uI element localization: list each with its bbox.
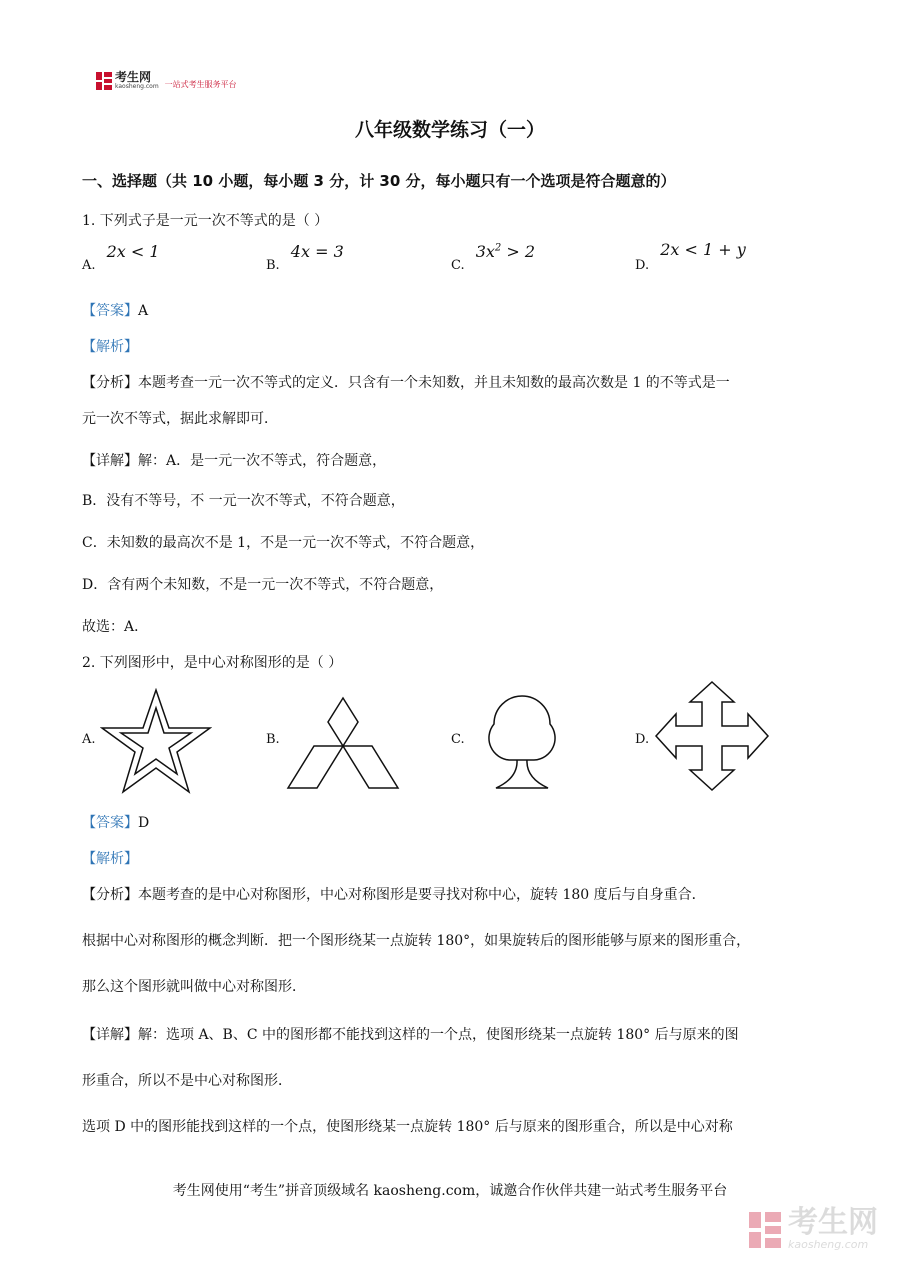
option-expr: 4x = 3 bbox=[290, 242, 344, 261]
answer-tag: 【答案】 bbox=[82, 303, 138, 319]
q2-fenxi-2: 根据中心对称图形的概念判断．把一个图形绕某一点旋转 180°，如果旋转后的图形能够与原来的图形重合， bbox=[82, 933, 751, 949]
watermark bbox=[748, 1205, 878, 1251]
watermark-name: 考生网 bbox=[788, 1205, 878, 1240]
answer-value: D bbox=[138, 815, 150, 831]
q2-option-b-label: B. bbox=[266, 732, 280, 747]
header-logo bbox=[96, 72, 237, 90]
fenxi-text: 本题考查一元一次不等式的定义．只含有一个未知数，并且未知数的最高次数是 1 的不等式是一 bbox=[138, 375, 730, 391]
option-label: C. bbox=[451, 258, 465, 273]
brand-name: 考生网 bbox=[115, 70, 152, 84]
q2-detail-2: 形重合，所以不是中心对称图形． bbox=[82, 1073, 292, 1089]
q2-option-d-label: D. bbox=[635, 732, 650, 747]
watermark-domain: kaosheng.com bbox=[788, 1238, 869, 1251]
q1-option-c bbox=[451, 242, 536, 273]
q1-detail-a bbox=[82, 450, 386, 470]
answer-value: A bbox=[138, 303, 149, 319]
q2-option-a-label: A. bbox=[82, 732, 96, 747]
q1-fenxi-1 bbox=[82, 372, 730, 392]
brand-domain: kaosheng.com bbox=[115, 83, 159, 90]
option-label: A. bbox=[82, 258, 96, 273]
page-title: 八年级数学练习（一） bbox=[354, 119, 545, 141]
q2-fenxi-3: 那么这个图形就叫做中心对称图形． bbox=[82, 979, 306, 995]
q2-detail-3: 选项 D 中的图形能找到这样的一个点，使图形绕某一点旋转 180° 后与原来的图形重合，所以是中心对称 bbox=[82, 1119, 733, 1135]
q1-stem: 1. 下列式子是一元一次不等式的是（ ） bbox=[82, 213, 329, 229]
detail-tag: 【详解】 bbox=[82, 1027, 138, 1043]
star-figure bbox=[100, 688, 212, 794]
q2-answer bbox=[82, 812, 149, 832]
q1-analysis-tag: 【解析】 bbox=[82, 339, 138, 355]
q1-conclusion: 故选：A． bbox=[82, 619, 149, 635]
fenxi-tag: 【分析】 bbox=[82, 375, 138, 391]
q1-detail-d: D．含有两个未知数，不是一元一次不等式，不符合题意， bbox=[82, 577, 444, 593]
brand-slogan: 一站式考生服务平台 bbox=[164, 79, 237, 89]
option-label: D. bbox=[635, 258, 650, 273]
q2-analysis-tag: 【解析】 bbox=[82, 851, 138, 867]
section-heading: 一、选择题（共 10 小题，每小题 3 分，计 30 分，每小题只有一个选项是符合题意的） bbox=[82, 172, 676, 190]
watermark-text bbox=[788, 1205, 878, 1251]
option-label: B. bbox=[266, 258, 280, 273]
q1-fenxi-2: 元一次不等式，据此求解即可． bbox=[82, 411, 278, 427]
q1-answer bbox=[82, 300, 148, 320]
q1-option-d bbox=[635, 240, 746, 273]
q1-option-b bbox=[266, 242, 344, 273]
q1-detail-b: B．没有不等号，不 一元一次不等式，不符合题意， bbox=[82, 493, 405, 509]
answer-tag: 【答案】 bbox=[82, 815, 138, 831]
logo-text bbox=[115, 72, 159, 90]
option-expr bbox=[476, 242, 535, 261]
detail-text: 解：选项 A、B、C 中的图形都不能找到这样的一个点，使图形绕某一点旋转 180° 后与原来的图 bbox=[138, 1027, 739, 1043]
option-expr: 2x < 1 + y bbox=[660, 240, 746, 259]
fenxi-tag: 【分析】 bbox=[82, 887, 138, 903]
arrow-cross-figure bbox=[654, 680, 770, 792]
q1-detail-c: C．未知数的最高次不是 1，不是一元一次不等式，不符合题意， bbox=[82, 535, 485, 551]
expr-base: 3x bbox=[475, 242, 495, 261]
q1-option-a bbox=[82, 242, 160, 273]
fenxi-text: 本题考查的是中心对称图形，中心对称图形是要寻找对称中心，旋转 180 度后与自身重合． bbox=[138, 887, 706, 903]
detail-text: 解：A．是一元一次不等式，符合题意， bbox=[138, 453, 387, 469]
option-expr: 2x < 1 bbox=[106, 242, 160, 261]
q2-option-c-label: C. bbox=[451, 732, 465, 747]
page-footer: 考生网使用“考生”拼音顶级域名 kaosheng.com，诚邀合作伙伴共建一站式考生服务平台 bbox=[172, 1183, 728, 1199]
q2-fenxi-1 bbox=[82, 884, 706, 904]
expr-tail: > 2 bbox=[501, 242, 536, 261]
detail-tag: 【详解】 bbox=[82, 453, 138, 469]
rhombus-figure bbox=[286, 696, 400, 792]
q2-detail-1 bbox=[82, 1024, 739, 1044]
q2-stem: 2. 下列图形中，是中心对称图形的是（ ） bbox=[82, 655, 343, 671]
clover-tree-figure bbox=[470, 690, 574, 792]
expr-sup: 2 bbox=[494, 242, 502, 254]
logo-icon bbox=[96, 72, 112, 90]
watermark-logo-icon bbox=[748, 1212, 782, 1248]
